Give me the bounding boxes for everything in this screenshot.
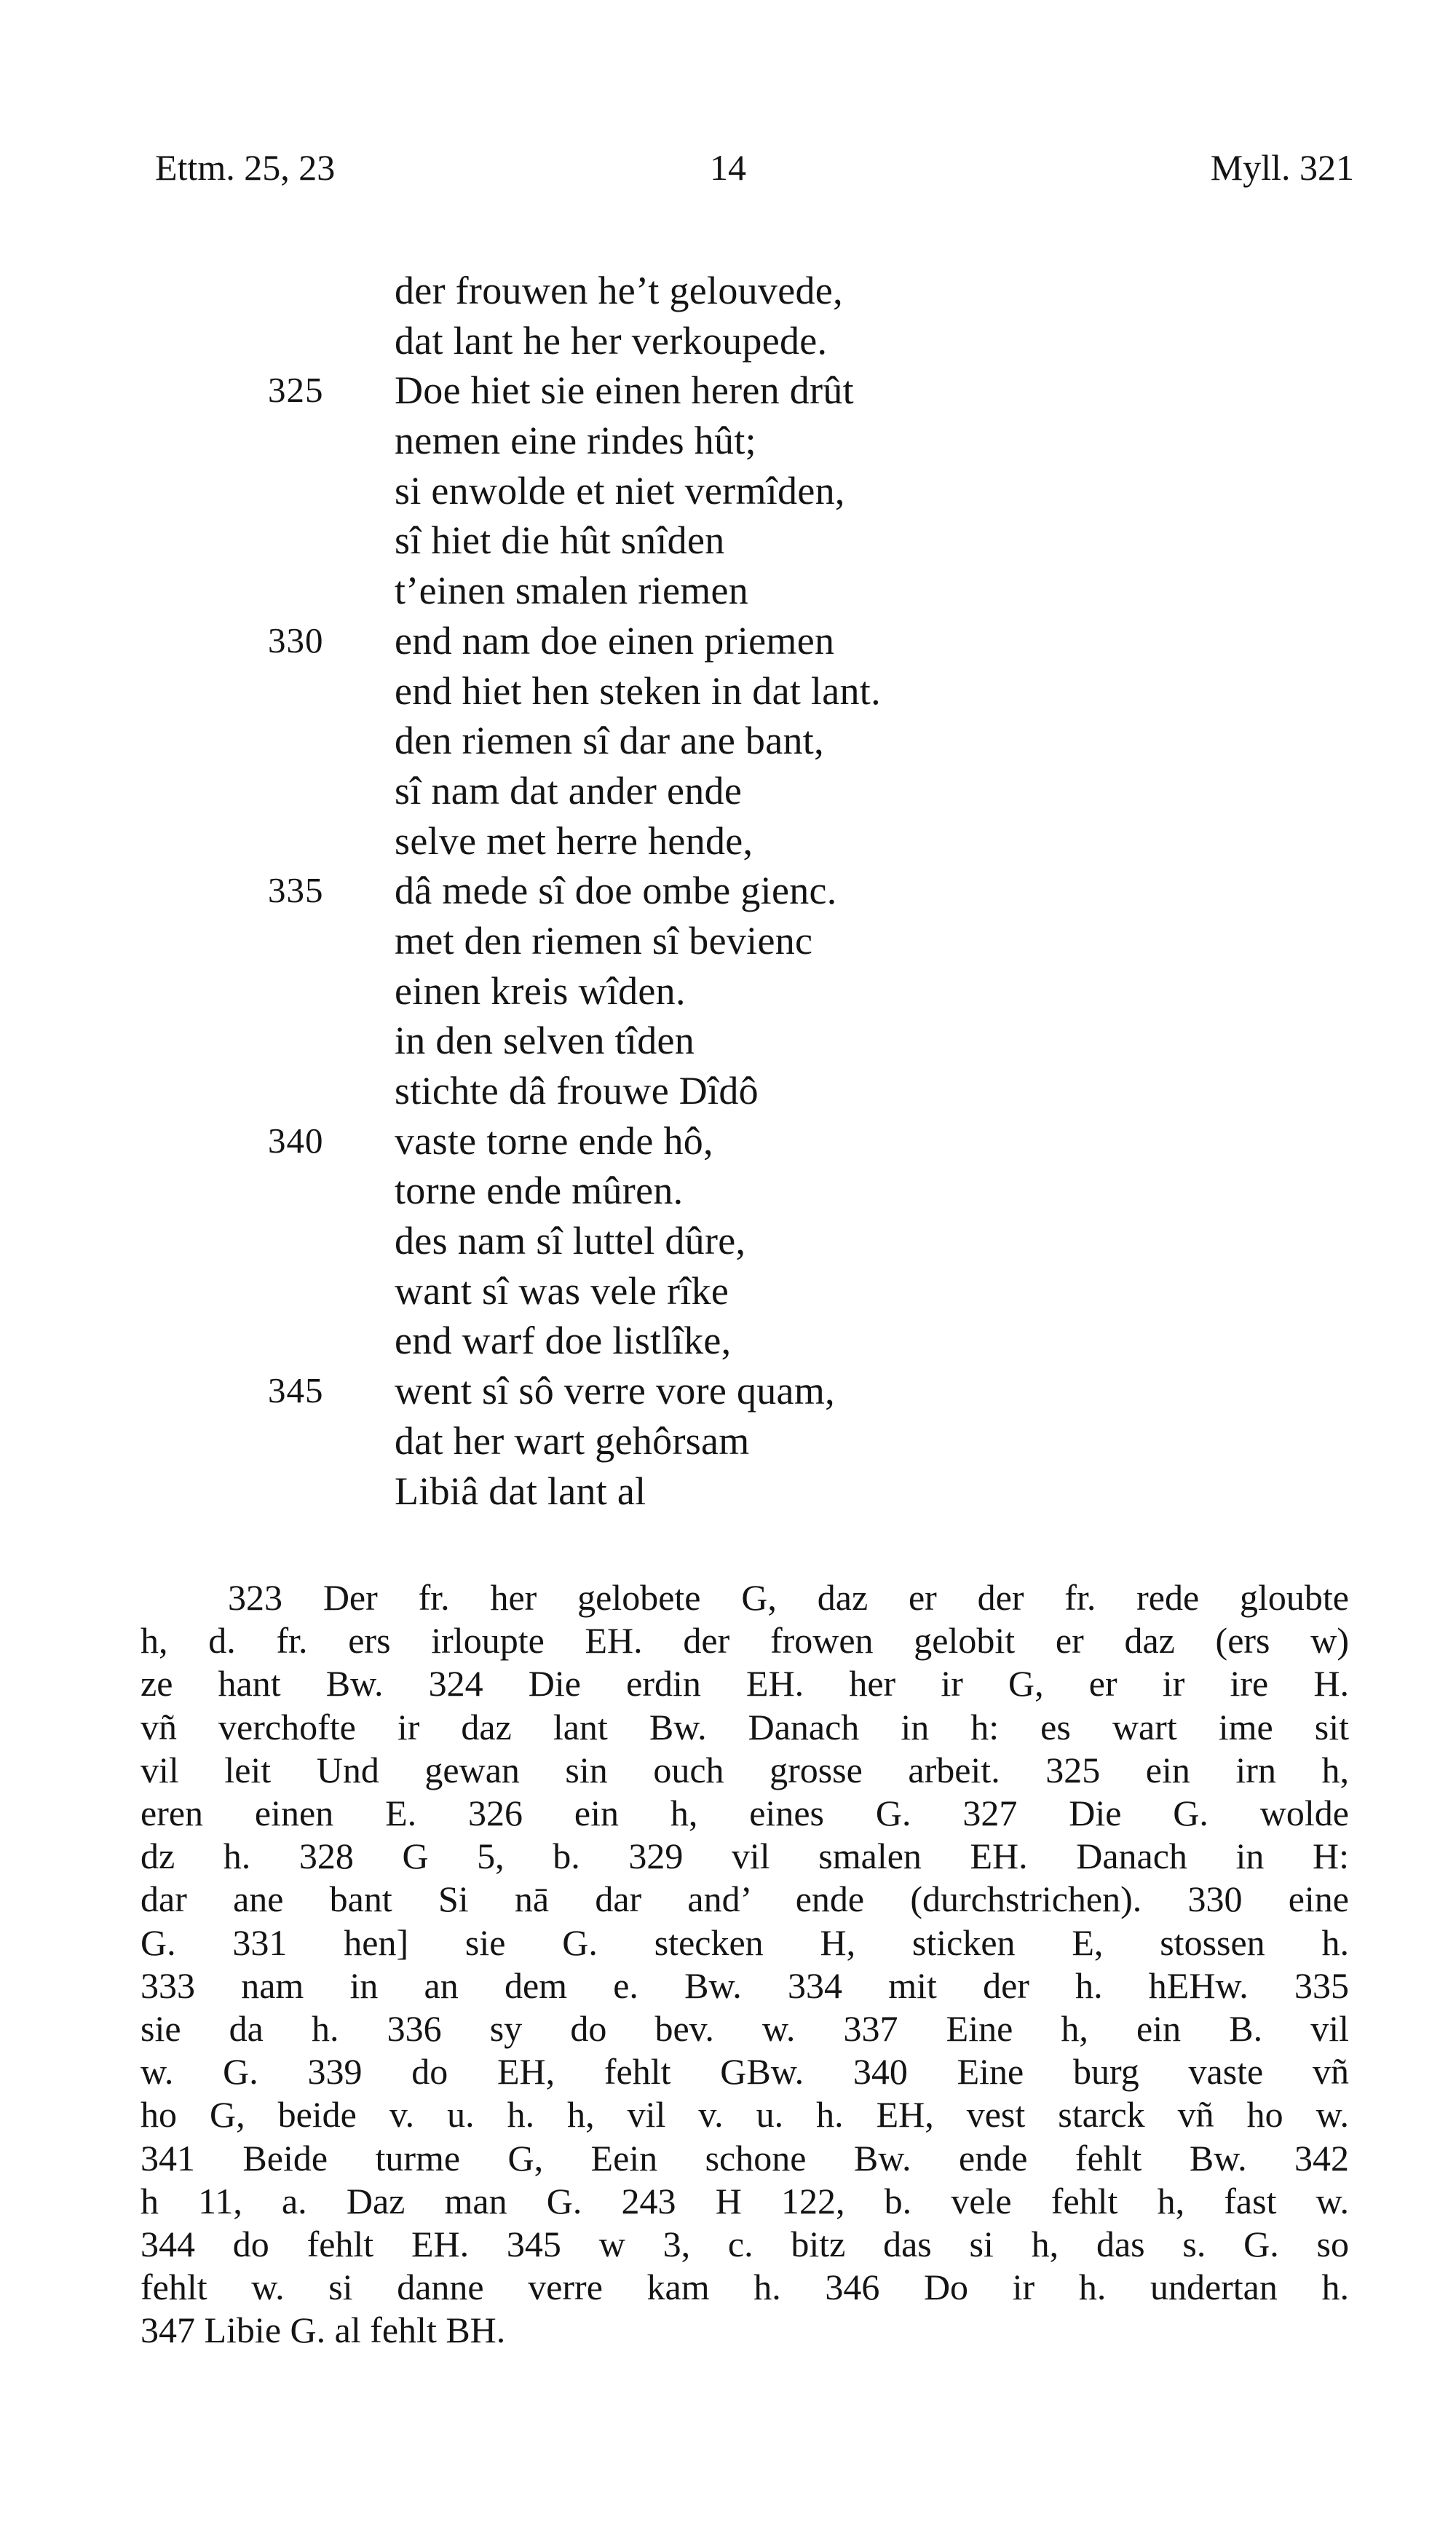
note-line: ze hant Bw. 324 Die erdin EH. her ir G, er ir ire H. <box>141 1663 1349 1705</box>
verse-text: dâ mede sî doe ombe gienc. <box>395 869 837 913</box>
verse-line <box>0 466 1456 516</box>
verse-line <box>0 666 1456 716</box>
verse-line <box>0 1466 1456 1517</box>
verse-text: sî hiet die hût snîden <box>395 518 725 563</box>
verse-text: vaste torne ende hô, <box>395 1118 713 1163</box>
verse-line <box>0 316 1456 366</box>
verse-text: der frouwen he’t gelouvede, <box>395 269 843 312</box>
line-number: 325 <box>268 370 324 411</box>
verse-line <box>0 916 1456 966</box>
verse-text: Libiâ dat lant al <box>395 1469 646 1513</box>
note-line: fehlt w. si danne verre kam h. 346 Do ir h. undertan h. <box>141 2267 1349 2308</box>
note-line: vñ verchofte ir daz lant Bw. Danach in h: es wart ime sit <box>141 1706 1349 1747</box>
verse-text: selve met herre hende, <box>395 818 753 863</box>
note-line: dz h. 328 G 5, b. 329 vil smalen EH. Danach in H: <box>141 1836 1349 1877</box>
note-line: h 11, a. Daz man G. 243 H 122, b. vele fehlt h, fast w. <box>141 2180 1349 2221</box>
verse-text: nemen eine rindes hût; <box>395 419 756 463</box>
apparatus-notes <box>141 1576 1349 2353</box>
verse-line <box>0 716 1456 766</box>
verse-text: dat her wart gehôrsam <box>395 1418 750 1463</box>
note-line: h, d. fr. ers irloupte EH. der frowen gelobit er daz (ers w) <box>141 1620 1349 1662</box>
verse-line <box>0 266 1456 316</box>
note-line: ho G, beide v. u. h. h, vil v. u. h. EH, vest starck vñ ho w. <box>141 2094 1349 2136</box>
verse-line <box>0 1116 1456 1166</box>
verse-line <box>0 1016 1456 1066</box>
verse-line <box>0 816 1456 866</box>
verse-line <box>0 1166 1456 1216</box>
verse-text: want sî was vele rîke <box>395 1268 729 1313</box>
verse-text: met den riemen sî bevienc <box>395 918 813 963</box>
page-number: 14 <box>710 147 746 188</box>
running-head-right: Myll. 321 <box>1210 147 1354 188</box>
verse-text: dat lant he her verkoupede. <box>395 318 828 363</box>
verse-text: stichte dâ frouwe Dîdô <box>395 1069 759 1113</box>
verse-text: went sî sô verre vore quam, <box>395 1369 835 1413</box>
line-number: 335 <box>268 870 324 911</box>
note-line: 323 Der fr. her gelobete G, daz er der fr. rede gloubte <box>228 1577 1349 1618</box>
verse-text: den riemen sî dar ane bant, <box>395 719 824 763</box>
verse-line <box>0 566 1456 616</box>
verse-line <box>0 966 1456 1016</box>
line-number: 345 <box>268 1370 324 1411</box>
line-number: 330 <box>268 620 324 660</box>
note-line: 333 nam in an dem e. Bw. 334 mit der h. hEHw. 335 <box>141 1964 1349 2006</box>
verse-line <box>0 416 1456 466</box>
verse-text: si enwolde et niet vermîden, <box>395 468 845 513</box>
line-number: 340 <box>268 1120 324 1161</box>
verse-text: in den selven tîden <box>395 1019 695 1063</box>
note-line: G. 331 hen] sie G. stecken H, sticken E, stossen h. <box>141 1921 1349 1963</box>
verse-text: Doe hiet sie einen heren drût <box>395 368 854 413</box>
note-line: 341 Beide turme G, Eein schone Bw. ende fehlt Bw. 342 <box>141 2137 1349 2178</box>
verse-line <box>0 1416 1456 1466</box>
verse-text: end nam doe einen priemen <box>395 618 835 663</box>
note-line: dar ane bant Si nā dar and’ ende (durchstrichen). 330 eine <box>141 1879 1349 1920</box>
note-line: sie da h. 336 sy do bev. w. 337 Eine h, ein B. vil <box>141 2008 1349 2050</box>
verse-line <box>0 366 1456 416</box>
verse-line <box>0 1066 1456 1116</box>
note-line: 344 do fehlt EH. 345 w 3, c. bitz das si h, das s. G. so <box>141 2224 1349 2265</box>
verse-line <box>0 1266 1456 1316</box>
verse-text: t’einen smalen riemen <box>395 569 749 613</box>
note-line: w. G. 339 do EH, fehlt GBw. 340 Eine burg vaste vñ <box>141 2051 1349 2093</box>
verse-line <box>0 1366 1456 1416</box>
verse-line <box>0 616 1456 666</box>
verse-text: end hiet hen steken in dat lant. <box>395 668 881 713</box>
verse-block <box>0 266 1456 1516</box>
verse-line <box>0 1316 1456 1366</box>
note-line: vil leit Und gewan sin ouch grosse arbeit. 325 ein irn h, <box>141 1749 1349 1790</box>
note-line: eren einen E. 326 ein h, eines G. 327 Die G. wolde <box>141 1793 1349 1834</box>
verse-text: einen kreis wîden. <box>395 968 686 1013</box>
verse-line <box>0 766 1456 816</box>
verse-line <box>0 866 1456 916</box>
verse-text: sî nam dat ander ende <box>395 768 743 813</box>
verse-line <box>0 516 1456 566</box>
note-line: 347 Libie G. al fehlt BH. <box>141 2310 506 2351</box>
verse-text: torne ende mûren. <box>395 1169 684 1213</box>
running-head-left: Ettm. 25, 23 <box>155 147 336 188</box>
verse-line <box>0 1216 1456 1266</box>
verse-text: des nam sî luttel dûre, <box>395 1219 746 1263</box>
verse-text: end warf doe listlîke, <box>395 1319 732 1363</box>
